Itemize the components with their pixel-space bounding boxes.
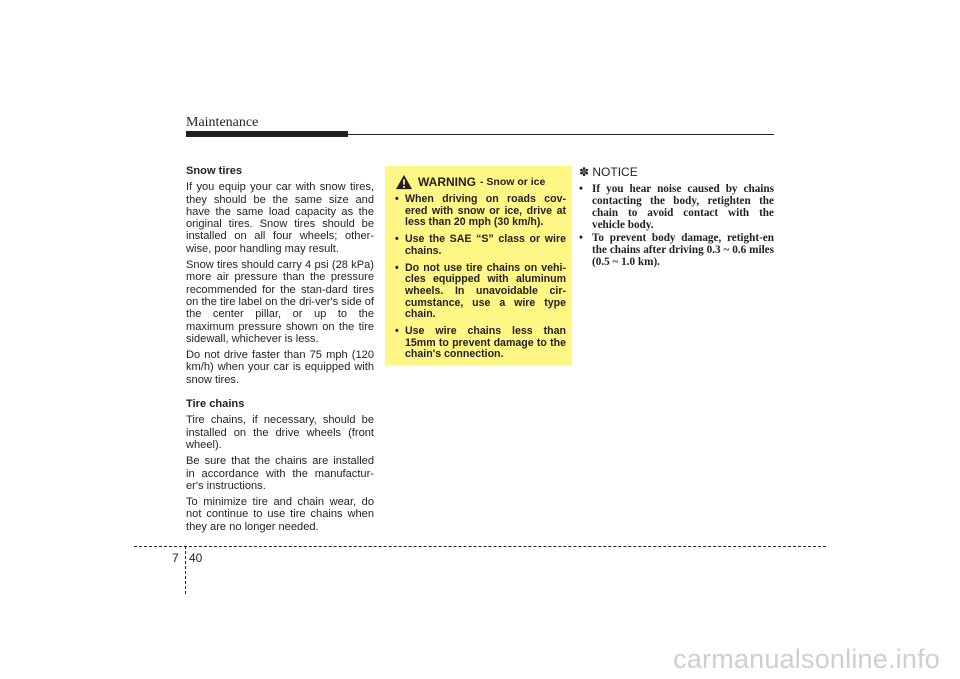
notice-item: • If you hear noise caused by chains contacting the body, retighten the chain to avoid contact with the vehicle body. xyxy=(579,183,774,231)
warning-item: • When driving on roads cov-ered with snow or ice, drive at less than 20 mph (30 km/h). xyxy=(395,194,566,229)
header-rule xyxy=(186,134,774,135)
warning-item: • Use wire chains less than 15mm to prevent damage to the chain's connection. xyxy=(395,326,566,361)
notice-item: • To prevent body damage, retight-en the chains after driving 0.3 ~ 0.6 miles (0.5 ~ 1.0 km). xyxy=(579,232,774,268)
warning-triangle-icon xyxy=(395,174,413,190)
chapter-number: 7 xyxy=(172,551,179,565)
warning-subtitle: - Snow or ice xyxy=(480,176,546,188)
footer-rule xyxy=(134,546,826,547)
warning-title: WARNING xyxy=(418,175,476,189)
tire-chains-paragraph: Be sure that the chains are installed in accordance with the manufactur-er's instructions. xyxy=(186,455,374,492)
header-title: Maintenance xyxy=(186,115,259,130)
warning-item: • Use the SAE “S” class or wire chains. xyxy=(395,234,566,257)
snow-tires-paragraph: If you equip your car with snow tires, they should be the same size and have the same load capacity as the original tires. Snow tires should be installed on all four wheels; other-wise, poor handling may result. xyxy=(186,181,374,255)
snow-tires-paragraph: Do not drive faster than 75 mph (120 km/h) when your car is equipped with snow tires. xyxy=(186,349,374,386)
tire-chains-heading: Tire chains xyxy=(186,398,245,411)
warning-item: • Do not use tire chains on vehi-cles equipped with aluminum wheels. In unavoidable cir-cumstance, use a wire type chain. xyxy=(395,263,566,322)
snow-tires-heading: Snow tires xyxy=(186,165,243,177)
tire-chains-paragraph: To minimize tire and chain wear, do not continue to use tire chains when they are no longer needed. xyxy=(186,496,374,533)
warning-header xyxy=(395,174,566,190)
footer-divider xyxy=(185,546,186,594)
watermark: carmanualsonline.info xyxy=(673,644,940,674)
notice-title: ✽ NOTICE xyxy=(579,165,638,179)
page-number: 40 xyxy=(189,551,203,565)
notice-section xyxy=(579,165,774,269)
warning-box xyxy=(385,166,572,365)
warning-list xyxy=(395,194,566,361)
snow-tires-paragraph: Snow tires should carry 4 psi (28 kPa) more air pressure than the pressure recommended for the stan-dard tires on the tire label on the dri-ver's side of the center pillar, or up to the maximum pressure shown on the tire sidewall, whichever is less. xyxy=(186,259,374,345)
left-column xyxy=(186,165,374,537)
tire-chains-paragraph: Tire chains, if necessary, should be installed on the drive wheels (front wheel). xyxy=(186,414,374,451)
notice-list xyxy=(579,183,774,268)
